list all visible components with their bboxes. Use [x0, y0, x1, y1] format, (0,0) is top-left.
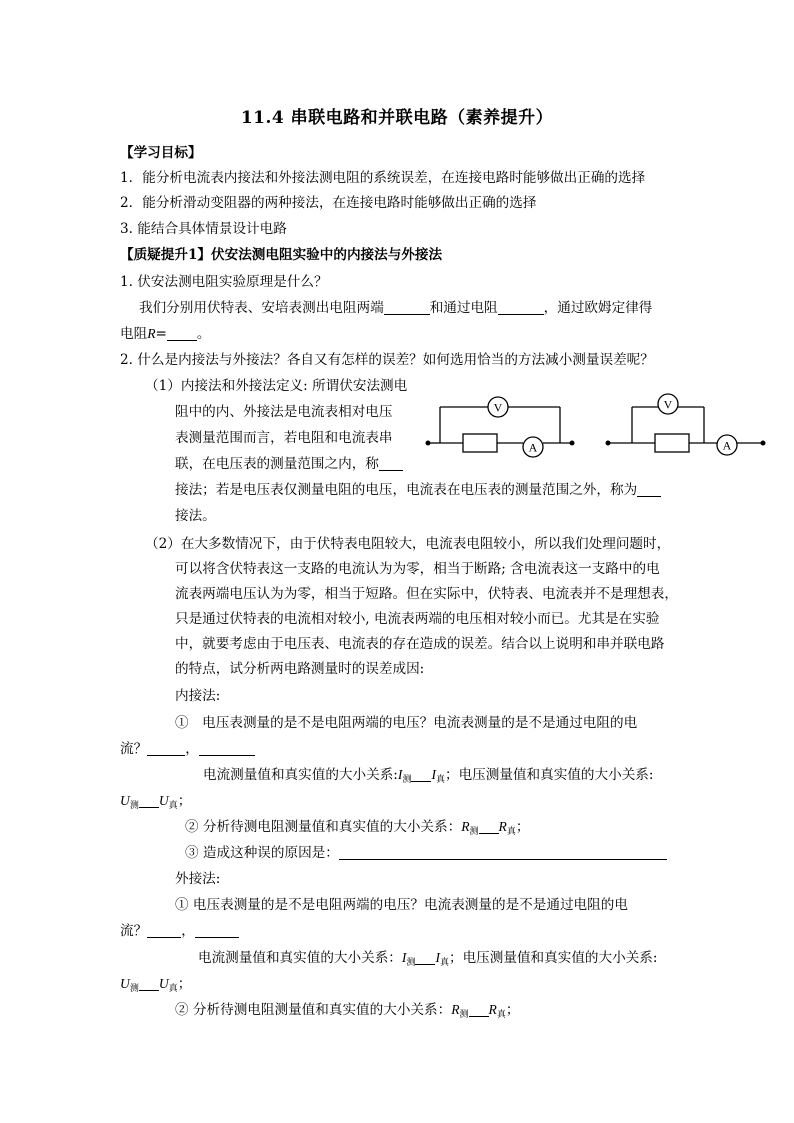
inner-q3: ③ 造成这种误的原因是： [185, 844, 667, 862]
p2-line: 可以将含伏特表这一支路的电流认为为零，相当于断路; 含电流表这一支路中的电 [175, 561, 660, 577]
p2-line: 只是通过伏特表的电流相对较小, 电流表两端的电压相对较小而已。尤其是在实验 [175, 611, 660, 627]
blank-outer-resistance-compare[interactable] [469, 1002, 489, 1017]
blank-inner-current-compare[interactable] [411, 767, 431, 782]
goal-item: 1．能分析电流表内接法和外接法测电阻的系统误差，在连接电路时能够做出正确的选择 [120, 170, 646, 186]
resistor-icon [463, 434, 497, 452]
goals-header: 【学习目标】 [120, 145, 202, 161]
p1-line: 表测量范围而言，若电阻和电流表串 [175, 430, 393, 446]
terminal-icon [426, 441, 431, 446]
voltmeter-label: V [493, 400, 503, 415]
blank-outer-voltage-compare[interactable] [139, 976, 159, 991]
inner-q2: ② 分析待测电阻测量值和真实值的大小关系：$R_测$ $R_真$； [185, 819, 530, 837]
p2-line: （2）在大多数情况下，由于伏特表电阻较大，电流表电阻较小，所以我们处理问题时， [145, 536, 671, 552]
outer-q1-cont: 流？ ， [120, 922, 239, 940]
q1-line-1: 我们分别用伏特表、安培表测出电阻两端 和通过电阻 ，通过欧姆定律得 [139, 300, 653, 316]
p1-line: 联，在电压表的测量范围之内，称 [175, 455, 403, 473]
outer-voltage-relation: $U_测$ $U_真$； [120, 976, 192, 994]
blank-current[interactable] [498, 300, 544, 315]
question-2: 2. 什么是内接法与外接法？各自又有怎样的误差？如何选用恰当的方法减小测量误差呢？ [120, 352, 654, 368]
p1-line: （1）内接法和外接法定义: 所谓伏安法测电 [145, 378, 408, 394]
blank-outer-voltmeter[interactable] [147, 923, 181, 938]
inner-q1: ① 电压表测量的是不是电阻两端的电压？电流表测量的是不是通过电阻的电 [175, 715, 638, 731]
outer-q1: ① 电压表测量的是不是电阻两端的电压？电流表测量的是不是通过电阻的电 [175, 897, 628, 913]
ammeter-label: A [722, 438, 732, 453]
q1-line-2: 电阻R= 。 [120, 326, 211, 342]
page-title: 11.4 串联电路和并联电路（素养提升） [240, 108, 554, 128]
resistor-icon [655, 434, 689, 452]
p1-line: 接法；若是电压表仅测量电阻的电压，电流表在电压表的测量范围之外，称为 [175, 481, 661, 499]
inner-q1-cont: 流？ ， [120, 740, 255, 758]
voltmeter-label: V [663, 397, 673, 412]
blank-resistance[interactable] [167, 326, 197, 341]
blank-outer-name[interactable] [637, 482, 661, 497]
question-1: 1. 伏安法测电阻实验原理是什么？ [120, 274, 328, 290]
section-header: 【质疑提升1】伏安法测电阻实验中的内接法与外接法 [120, 247, 443, 263]
blank-voltage[interactable] [384, 300, 430, 315]
p2-line: 中，就要考虑由于电压表、电流表的存在造成的误差。结合以上说明和串并联电路 [175, 636, 665, 652]
p1-line: 接法。 [175, 508, 216, 524]
blank-inner-resistance-compare[interactable] [479, 819, 499, 834]
ammeter-label: A [528, 440, 538, 455]
blank-outer-current-compare[interactable] [415, 950, 435, 965]
p1-line: 阻中的内、外接法是电流表相对电压 [175, 404, 393, 420]
outer-label: 外接法: [175, 871, 221, 887]
terminal-icon [606, 441, 611, 446]
blank-inner-voltage-compare[interactable] [139, 793, 159, 808]
inner-voltage-relation: $U_测$ $U_真$； [120, 793, 192, 811]
p2-line: 的特点，试分析两电路测量时的误差成因: [175, 661, 425, 677]
circuit-outer-connection [600, 390, 775, 465]
inner-current-relation: 电流测量值和真实值的大小关系$:I_测$ $I_真$；电压测量值和真实值的大小关系: [203, 767, 654, 785]
goal-item: 3. 能结合具体情景设计电路 [120, 221, 287, 237]
outer-current-relation: 电流测量值和真实值的大小关系：$I_测$ $I_真$；电压测量值和真实值的大小关系: [198, 950, 658, 968]
blank-outer-ammeter[interactable] [195, 923, 239, 938]
p2-line: 流表两端电压认为为零，相当于短路。但在实际中，伏特表、电流表并不是理想表， [175, 586, 678, 602]
terminal-icon [761, 441, 766, 446]
blank-inner-ammeter[interactable] [199, 741, 255, 756]
blank-inner-error-reason[interactable] [339, 845, 667, 860]
terminal-icon [570, 441, 575, 446]
outer-q2: ② 分析待测电阻测量值和真实值的大小关系：$R_测$ $R_真$； [175, 1002, 520, 1020]
inner-label: 内接法: [175, 688, 221, 704]
goal-item: 2．能分析滑动变阻器的两种接法，在连接电路时能够做出正确的选择 [120, 195, 537, 211]
blank-inner-name[interactable] [379, 456, 403, 471]
blank-inner-voltmeter[interactable] [147, 741, 185, 756]
circuit-inner-connection [420, 390, 580, 465]
